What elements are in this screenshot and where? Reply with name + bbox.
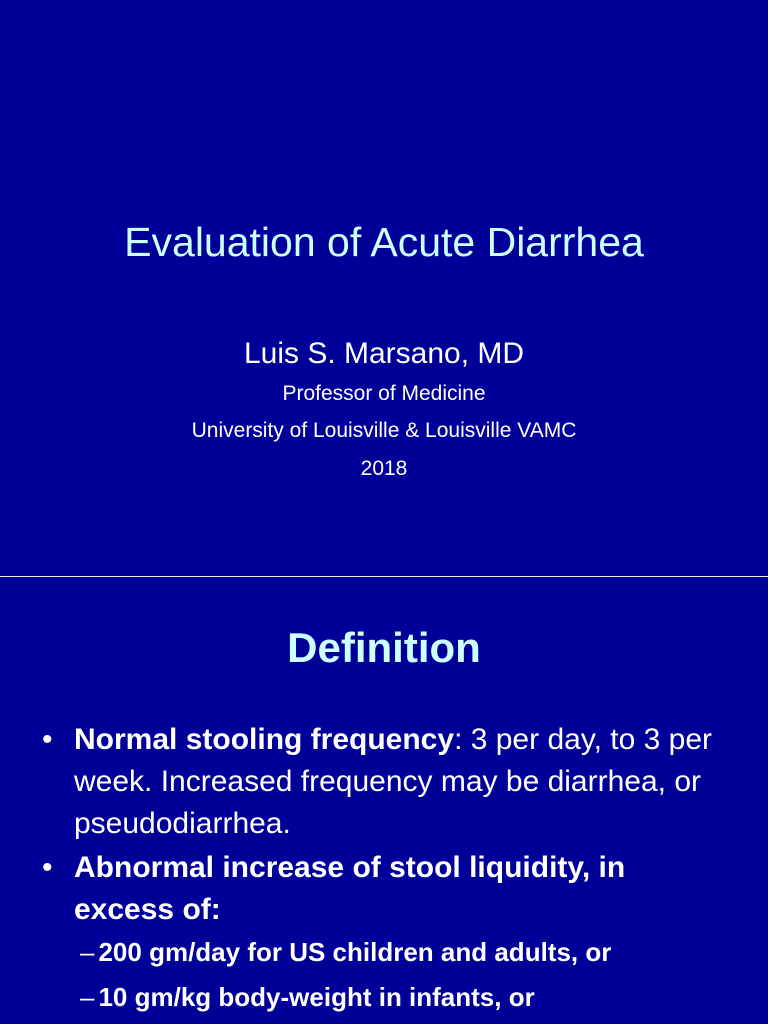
dash-glyph: –	[80, 982, 95, 1012]
author-affiliation: University of Louisville & Louisville VAMC	[191, 419, 577, 442]
sub-bullet-item	[80, 980, 740, 1014]
sub-bullet-text: 200 gm/day for US children and adults, or	[98, 937, 612, 967]
bullet-item	[42, 847, 732, 931]
slide-title: Evaluation of Acute Diarrhea	[124, 219, 644, 265]
sub-bullet-item	[80, 935, 740, 969]
bullet-glyph: •	[42, 851, 53, 884]
bullet-term: Normal stooling frequency	[74, 723, 455, 756]
presentation-year: 2018	[360, 457, 408, 480]
definition-slide	[0, 577, 768, 1024]
bullet-text	[74, 719, 732, 845]
sub-bullet-text: 10 gm/kg body-weight in infants, or	[98, 982, 535, 1012]
bullet-description: : 3 per day, to 3 per week. Increased frequency may be diarrhea, or pseudodiarrhea.	[74, 723, 712, 840]
dash-glyph: –	[80, 937, 95, 967]
bullet-term: Abnormal increase of stool liquidity, in excess of:	[74, 851, 626, 926]
author-name: Luis S. Marsano, MD	[243, 337, 525, 370]
bullet-glyph: •	[42, 723, 53, 756]
bullet-text	[74, 847, 732, 931]
slide-heading: Definition	[287, 624, 481, 671]
author-position: Professor of Medicine	[282, 382, 486, 405]
bullet-item	[42, 719, 732, 845]
